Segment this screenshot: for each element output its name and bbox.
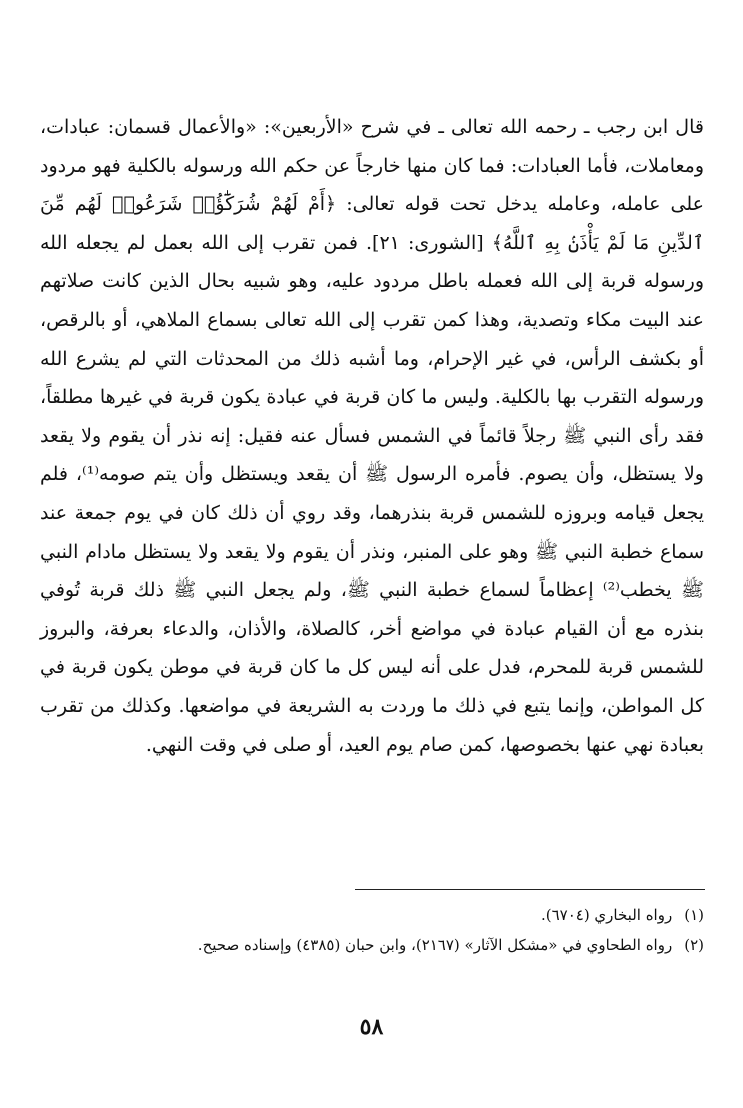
footnote-number: (٢) [684,936,704,954]
footnote-1 [40,900,704,930]
footnote-divider [355,889,705,890]
footnote-text: رواه الطحاوي في «مشكل الآثار» (٢١٦٧)، وابن حبان (٤٣٨٥) وإسناده صحيح. [197,936,673,954]
footnotes [40,900,704,960]
footnote-number: (١) [684,906,704,924]
page-number: ٥٨ [359,1014,384,1040]
main-text [40,108,704,764]
main-paragraph: قال ابن رجب ـ رحمه الله تعالى ـ في شرح «الأربعين»: «والأعمال قسمان: عبادات، ومعاملات، فأما العبادات: فما كان منها خارجاً عن حكم الله ورسوله بالكلية فهو مردود على عامله، وعامله يدخل تحت قوله تعالى: ﴿أَمْ لَهُمْ شُرَكَٰٓؤُا۟ شَرَعُوا۟ لَهُم مِّنَ ٱلدِّينِ مَا لَمْ يَأْذَنۢ بِهِ ٱللَّهُ﴾ [الشورى: ٢١]. فمن تقرب إلى الله بعمل لم يجعله الله ورسوله قربة إلى الله فعمله باطل مردود عليه، وهو شبيه بحال الذين كانت صلاتهم عند البيت مكاء وتصدية، وهذا كمن تقرب إلى الله تعالى بسماع الملاهي، أو بالرقص، أو بكشف الرأس، في غير الإحرام، وما أشبه ذلك من المحدثات التي لم يشرع الله ورسوله التقرب بها بالكلية. وليس ما كان قربة في عبادة يكون قربة في غيرها مطلقاً، فقد رأى النبي ﷺ رجلاً قائماً في الشمس فسأل عنه فقيل: إنه نذر أن يقوم ولا يقعد ولا يستظل، وأن يصوم. فأمره الرسول ﷺ أن يقعد ويستظل وأن يتم صومه⁽¹⁾، فلم يجعل قيامه وبروزه للشمس قربة بنذرهما، وقد روي أن ذلك كان في يوم جمعة عند سماع خطبة النبي ﷺ وهو على المنبر، ونذر أن يقوم ولا يقعد ولا يستظل مادام النبي ﷺ يخطب⁽²⁾ إعظاماً لسماع خطبة النبي ﷺ، ولم يجعل النبي ﷺ ذلك قربة تُوفي بنذره مع أن القيام عبادة في مواضع أخر، كالصلاة، والأذان، والدعاء بعرفة، والبروز للشمس قربة للمحرم، فدل على أنه ليس كل ما كان قربة في موطن يكون قربة في كل المواطن، وإنما يتبع في ذلك ما وردت به الشريعة في مواضعها. وكذلك من تقرب بعبادة نهي عنها بخصوصها، كمن صام يوم العيد، أو صلى في وقت النهي. [40,116,704,756]
footnote-2 [40,930,704,960]
footnote-text: رواه البخاري (٦٧٠٤). [540,906,673,924]
